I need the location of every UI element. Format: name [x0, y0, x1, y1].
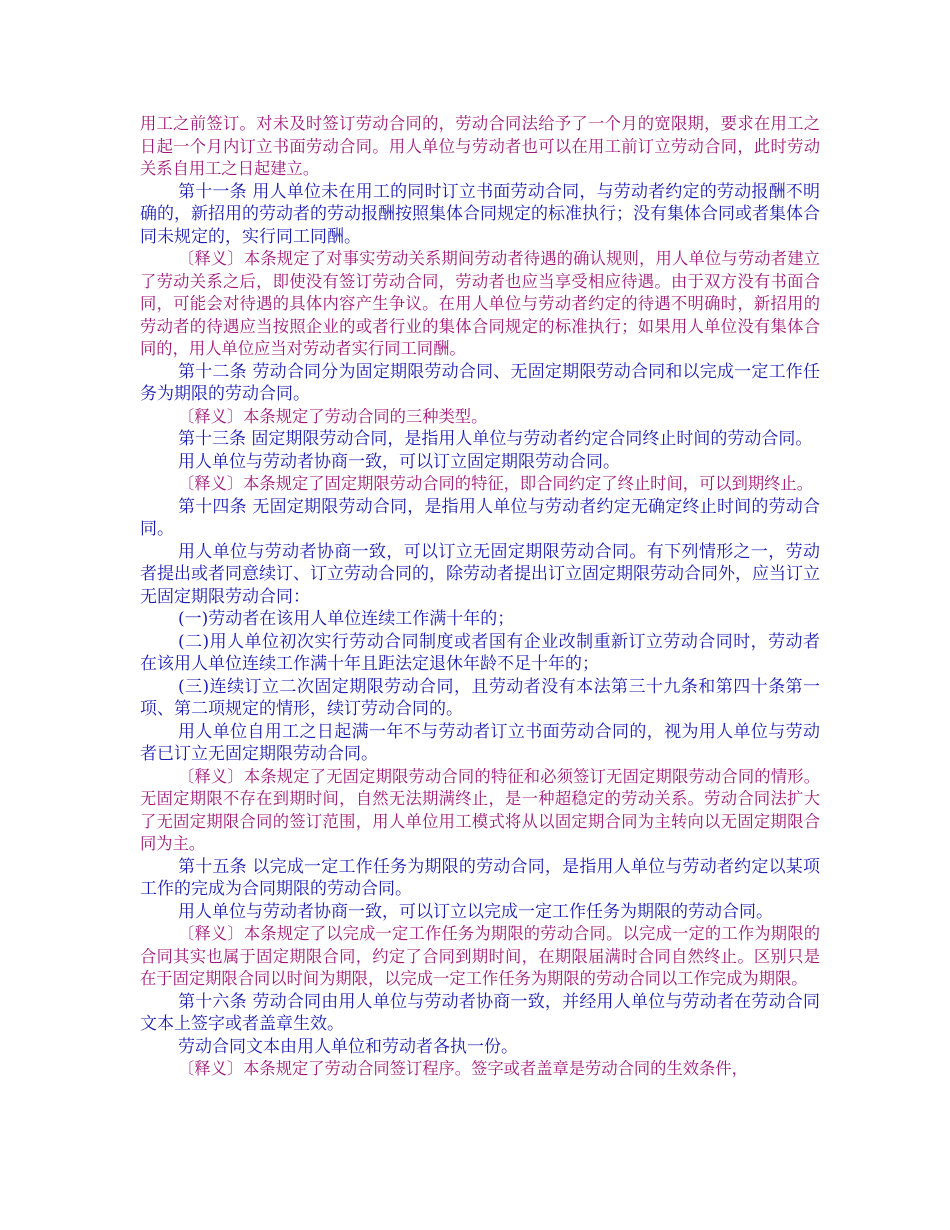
article-14-item-2: (二)用人单位初次实行劳动合同制度或者国有企业改制重新订立劳动合同时，劳动者在该用人单位连续工作满十年且距法定退休年龄不足十年的；	[140, 631, 820, 674]
article-14-clause: 用人单位与劳动者协商一致，可以订立无固定期限劳动合同。有下列情形之一，劳动者提出或者同意续订、订立劳动合同的，除劳动者提出订立固定期限劳动合同外，应当订立无固定期限劳动合同：	[140, 541, 820, 607]
article-13: 第十三条 固定期限劳动合同，是指用人单位与劳动者约定合同终止时间的劳动合同。	[178, 429, 813, 449]
commentary-paragraph: 〔释义〕本条规定了对事实劳动关系期间劳动者待遇的确认规则，用人单位与劳动者建立了劳动关系之后，即使没有签订劳动合同，劳动者也应当享受相应待遇。由于双方没有书面合同，可能会对待遇的具体内容产生争议。在用人单位与劳动者约定的待遇不明确时，新招用的劳动者的待遇应当按照企业的或者行业的集体合同规定的标准执行；如果用人单位没有集体合同的，用人单位应当对劳动者实行同工同酬。	[140, 249, 820, 358]
article-15-clause: 用人单位与劳动者协商一致，可以订立以完成一定工作任务为期限的劳动合同。	[178, 901, 773, 922]
commentary-paragraph: 〔释义〕本条规定了以完成一定工作任务为期限的劳动合同。以完成一定的工作为期限的合同其实也属于固定期限合同，约定了合同到期时间，在期限届满时合同自然终止。区别只是在于固定期限合同以时间为期限，以完成一定工作任务为期限的劳动合同以工作完成为期限。	[140, 924, 820, 988]
article-14-item-3: (三)连续订立二次固定期限劳动合同，且劳动者没有本法第三十九条和第四十条第一项、第二项规定的情形，续订劳动合同的。	[140, 676, 820, 719]
article-14-item-1: (一)劳动者在该用人单位连续工作满十年的；	[178, 609, 515, 629]
article-13-clause: 用人单位与劳动者协商一致，可以订立固定期限劳动合同。	[178, 451, 620, 472]
commentary-paragraph: 〔释义〕本条规定了劳动合同签订程序。签字或者盖章是劳动合同的生效条件，	[178, 1059, 748, 1078]
article-16: 第十六条 劳动合同由用人单位与劳动者协商一致，并经用人单位与劳动者在劳动合同文本上签字或者盖章生效。	[140, 991, 820, 1034]
commentary-paragraph: 用工之前签订。对未及时签订劳动合同的，劳动合同法给予了一个月的宽限期，要求在用工之日起一个月内订立书面劳动合同。用人单位与劳动者也可以在用工前订立劳动合同，此时劳动关系自用工之日起建立。	[140, 114, 820, 178]
commentary-paragraph: 〔释义〕本条规定了无固定期限劳动合同的特征和必须签订无固定期限劳动合同的情形。无固定期限不存在到期时间，自然无法期满终止，是一种超稳定的劳动关系。劳动合同法扩大了无固定期限合同的签订范围，用人单位用工模式将从以固定期合同为主转向以无固定期限合同为主。	[140, 766, 820, 853]
article-11: 第十一条 用人单位未在用工的同时订立书面劳动合同，与劳动者约定的劳动报酬不明确的，新招用的劳动者的劳动报酬按照集体合同规定的标准执行；没有集体合同或者集体合同未规定的，实行同工同酬。	[140, 181, 820, 247]
commentary-paragraph: 〔释义〕本条规定了劳动合同的三种类型。	[178, 406, 488, 426]
article-16-clause: 劳动合同文本由用人单位和劳动者各执一份。	[178, 1036, 518, 1057]
article-15: 第十五条 以完成一定工作任务为期限的劳动合同，是指用人单位与劳动者约定以某项工作的完成为合同期限的劳动合同。	[140, 856, 820, 899]
article-12: 第十二条 劳动合同分为固定期限劳动合同、无固定期限劳动合同和以完成一定工作任务为期限的劳动合同。	[140, 361, 820, 404]
document-page	[140, 113, 820, 1081]
article-14-clause: 用人单位自用工之日起满一年不与劳动者订立书面劳动合同的，视为用人单位与劳动者已订立无固定期限劳动合同。	[140, 721, 820, 764]
article-14: 第十四条 无固定期限劳动合同，是指用人单位与劳动者约定无确定终止时间的劳动合同。	[140, 496, 820, 539]
commentary-paragraph: 〔释义〕本条规定了固定期限劳动合同的特征，即合同约定了终止时间，可以到期终止。	[178, 474, 813, 493]
